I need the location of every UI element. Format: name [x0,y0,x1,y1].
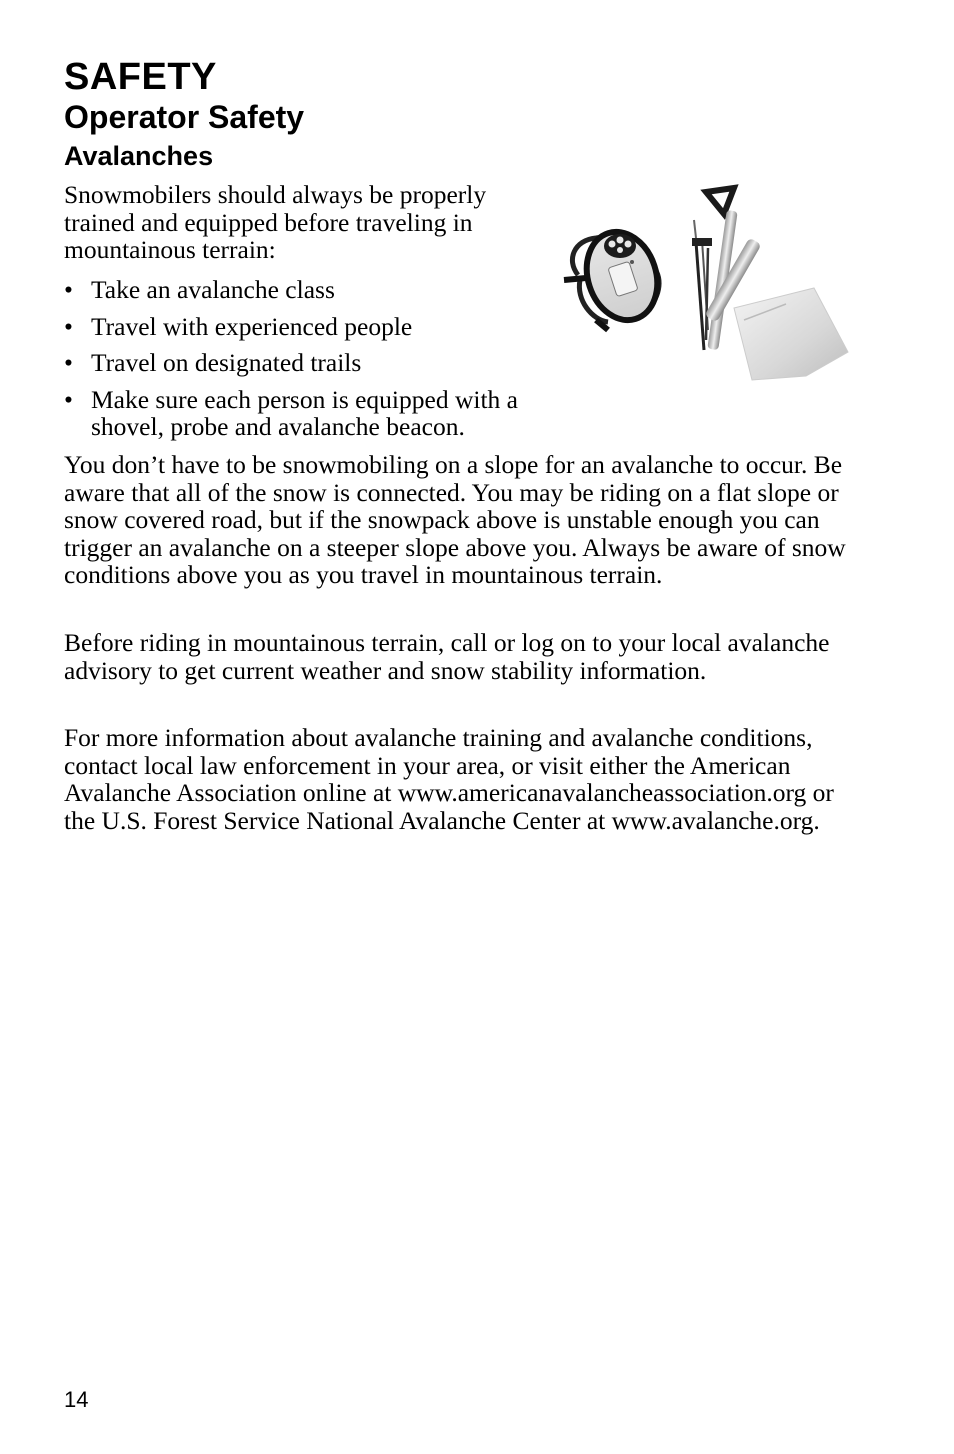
bullet-icon: • [64,311,73,341]
subsection-title: Operator Safety [64,99,305,135]
list-item-text: Travel on designated trails [91,348,362,377]
section-title: SAFETY [64,56,217,98]
more-information-paragraph: For more information about avalanche training and avalanche conditions, contact local law enforcement in your area, or visit either the American Avalanche Association online at www.americanavalancheassociation.org or the U.S. Forest Service National Avalanche Center at www.avalanche.org. [64,723,834,835]
avalanche-shovel-icon [704,188,848,380]
list-item-text: Travel with experienced people [91,311,413,341]
equipment-bullet-list [64,276,554,450]
avalanche-awareness-paragraph: You don’t have to be snowmobiling on a slope for an avalanche to occur. Be aware that all of the snow is connected. You may be riding on a flat slope or snow covered road, but if the snowpack above is unstable enough you can trigger an avalanche on a steeper slope above you. Always be aware of snow conditions above you as you travel in mountainous terrain. [64,450,846,589]
list-item [64,276,554,304]
avalanche-probe-icon [692,220,712,350]
bullet-icon: • [64,348,73,377]
list-item-text: Make sure each person is equipped with a shovel, probe and avalanche beacon. [91,384,518,441]
intro-paragraph: Snowmobilers should always be properly trained and equipped before traveling in mountainous terrain: [64,180,487,264]
list-item [64,313,554,341]
advisory-paragraph: Before riding in mountainous terrain, call or log on to your local avalanche advisory to get current weather and snow stability information. [64,628,830,685]
list-item-text: Take an avalanche class [91,275,335,304]
list-item [64,349,554,377]
avalanche-gear-illustration [556,180,856,390]
avalanche-beacon-icon [564,223,668,330]
list-item [64,386,554,441]
topic-title: Avalanches [64,141,214,171]
bullet-icon: • [64,275,73,304]
page-number: 14 [64,1387,89,1412]
bullet-icon: • [64,384,73,414]
